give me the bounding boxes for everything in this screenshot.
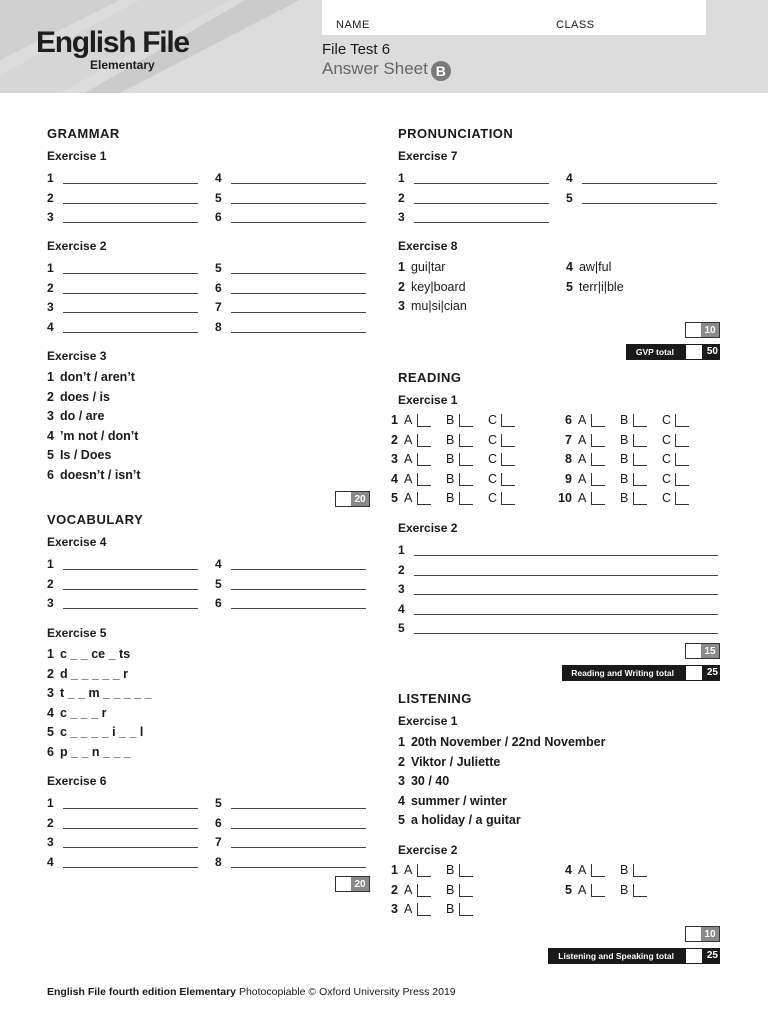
item-number: 5 xyxy=(398,813,405,827)
item-number: 4 xyxy=(47,428,54,443)
answer-line[interactable] xyxy=(231,867,366,868)
item-number: 5 xyxy=(566,279,573,294)
option-text[interactable]: don’t / aren’t xyxy=(59,370,135,384)
option-text[interactable]: gui|tar xyxy=(410,260,446,274)
answer-checkbox[interactable] xyxy=(417,884,431,897)
item-number: 8 xyxy=(215,319,222,334)
answer-checkbox[interactable] xyxy=(675,453,689,466)
option-letter: A xyxy=(578,863,587,877)
option-letter: B xyxy=(620,432,629,447)
answer-line[interactable] xyxy=(231,203,366,204)
answer-checkbox[interactable] xyxy=(459,453,473,466)
option-letter: A xyxy=(578,452,587,466)
listening-speaking-total-box[interactable]: Listening and Speaking total 25 xyxy=(548,948,720,964)
grammar-score-box[interactable]: 20 xyxy=(335,491,370,507)
answer-line[interactable] xyxy=(231,222,366,223)
reading-heading: READING xyxy=(398,370,462,385)
option-text[interactable]: c _ _ _ r xyxy=(59,705,107,720)
option-text[interactable]: summer / winter xyxy=(410,793,507,808)
answer-checkbox[interactable] xyxy=(633,453,647,466)
name-label: NAME xyxy=(336,19,370,31)
item-number: 5 xyxy=(215,190,222,205)
item-number: 3 xyxy=(398,582,405,596)
option-letter: B xyxy=(446,491,455,505)
version-badge: B xyxy=(431,61,451,81)
answer-checkbox[interactable] xyxy=(633,492,647,505)
item-number: 3 xyxy=(47,596,54,610)
item-number: 5 xyxy=(47,448,54,462)
answer-checkbox[interactable] xyxy=(417,453,431,466)
pronunciation-score-box[interactable]: 10 xyxy=(685,322,720,338)
answer-checkbox[interactable] xyxy=(633,884,647,897)
answer-option-item[interactable] xyxy=(47,725,143,739)
item-number: 4 xyxy=(215,171,222,185)
answer-line[interactable] xyxy=(231,569,366,570)
option-letter: B xyxy=(446,863,455,877)
answer-line[interactable] xyxy=(63,589,198,590)
option-letter: B xyxy=(620,471,629,486)
answer-line[interactable] xyxy=(231,183,366,184)
answer-option-item[interactable] xyxy=(398,299,467,313)
item-number: 3 xyxy=(47,835,54,849)
item-number: 2 xyxy=(391,882,398,897)
option-letter: A xyxy=(404,413,413,427)
listening-exercise-2-title: Exercise 2 xyxy=(398,843,458,857)
option-text[interactable]: c _ _ ce _ ts xyxy=(59,647,131,661)
answer-line[interactable] xyxy=(63,867,198,868)
answer-option-item[interactable] xyxy=(398,774,449,788)
item-number: 4 xyxy=(398,793,405,808)
item-number: 6 xyxy=(215,280,222,295)
item-number: 4 xyxy=(47,854,54,869)
grammar-heading: GRAMMAR xyxy=(47,126,120,141)
answer-checkbox[interactable] xyxy=(633,473,647,486)
listening-exercise-1-title: Exercise 1 xyxy=(398,714,458,728)
item-number: 1 xyxy=(47,370,54,384)
gvp-total-box[interactable]: GVP total 50 xyxy=(626,344,720,360)
option-letter: B xyxy=(446,432,455,447)
item-number: 4 xyxy=(398,601,405,616)
answer-checkbox[interactable] xyxy=(459,903,473,916)
answer-line[interactable] xyxy=(63,293,198,294)
logo-subtitle: Elementary xyxy=(90,58,155,72)
answer-line[interactable] xyxy=(231,589,366,590)
item-number: 5 xyxy=(398,621,405,635)
answer-line[interactable] xyxy=(414,614,718,615)
item-number: 3 xyxy=(47,409,54,423)
listening-heading: LISTENING xyxy=(398,691,472,706)
grammar-exercise-3-title: Exercise 3 xyxy=(47,349,107,363)
answer-checkbox[interactable] xyxy=(591,434,605,447)
answer-checkbox[interactable] xyxy=(633,864,647,877)
item-number: 1 xyxy=(391,863,398,877)
item-number: 1 xyxy=(47,557,54,571)
answer-option-item[interactable] xyxy=(47,686,152,700)
answer-line[interactable] xyxy=(63,569,198,570)
answer-line[interactable] xyxy=(63,183,198,184)
answer-checkbox[interactable] xyxy=(633,434,647,447)
item-number: 5 xyxy=(391,491,398,505)
file-test-title: File Test 6 xyxy=(322,41,391,58)
answer-checkbox[interactable] xyxy=(417,414,431,427)
option-letter: A xyxy=(578,413,587,427)
item-number: 4 xyxy=(47,319,54,334)
item-number: 1 xyxy=(47,647,54,661)
class-label: CLASS xyxy=(556,19,595,31)
answer-checkbox[interactable] xyxy=(501,414,515,427)
item-number: 2 xyxy=(47,666,54,681)
answer-option-item[interactable] xyxy=(398,794,507,808)
answer-option-item[interactable] xyxy=(566,280,624,294)
item-number: 5 xyxy=(215,261,222,275)
item-number: 3 xyxy=(391,452,398,466)
pronunciation-heading: PRONUNCIATION xyxy=(398,126,514,141)
item-number: 3 xyxy=(47,686,54,700)
item-number: 3 xyxy=(47,210,54,224)
answer-checkbox[interactable] xyxy=(417,903,431,916)
answer-line[interactable] xyxy=(414,222,549,223)
option-text[interactable]: 30 / 40 xyxy=(410,774,450,788)
vocab-exercise-4-title: Exercise 4 xyxy=(47,535,107,549)
item-number: 5 xyxy=(215,796,222,810)
answer-checkbox[interactable] xyxy=(417,473,431,486)
option-letter: A xyxy=(404,863,413,877)
answer-checkbox[interactable] xyxy=(459,864,473,877)
answer-line[interactable] xyxy=(582,183,717,184)
answer-line[interactable] xyxy=(63,312,198,313)
item-number: 8 xyxy=(565,452,572,466)
option-letter: A xyxy=(404,882,413,897)
reading-exercise-1-title: Exercise 1 xyxy=(398,393,458,407)
answer-checkbox[interactable] xyxy=(417,434,431,447)
answer-line[interactable] xyxy=(231,847,366,848)
answer-line[interactable] xyxy=(582,203,717,204)
option-text[interactable]: d _ _ _ _ _ r xyxy=(59,666,129,681)
item-number: 1 xyxy=(47,171,54,185)
answer-option-item[interactable] xyxy=(47,429,138,443)
option-letter: B xyxy=(446,471,455,486)
option-text[interactable]: Is / Does xyxy=(59,448,112,462)
option-letter: B xyxy=(446,452,455,466)
answer-line[interactable] xyxy=(414,594,718,595)
item-number: 2 xyxy=(398,562,405,577)
answer-checkbox[interactable] xyxy=(675,492,689,505)
option-letter: B xyxy=(446,882,455,897)
answer-option-item[interactable] xyxy=(47,647,130,661)
answer-line[interactable] xyxy=(414,633,718,634)
item-number: 2 xyxy=(47,815,54,830)
option-letter: B xyxy=(620,452,629,466)
answer-checkbox[interactable] xyxy=(501,492,515,505)
item-number: 7 xyxy=(215,300,222,314)
answer-checkbox[interactable] xyxy=(459,473,473,486)
option-letter: C xyxy=(488,432,498,447)
item-number: 1 xyxy=(398,260,405,274)
option-text[interactable]: c _ _ _ _ i _ _ l xyxy=(59,725,144,739)
item-number: 6 xyxy=(565,413,572,427)
option-letter: C xyxy=(662,471,672,486)
item-number: 6 xyxy=(47,467,54,482)
option-text[interactable]: p _ _ n _ _ _ xyxy=(59,744,131,759)
answer-checkbox[interactable] xyxy=(417,864,431,877)
item-number: 4 xyxy=(565,863,572,877)
answer-checkbox[interactable] xyxy=(633,414,647,427)
item-number: 2 xyxy=(398,754,405,769)
option-letter: B xyxy=(446,413,455,427)
answer-option-item[interactable] xyxy=(398,813,521,827)
option-text[interactable]: doesn’t / isn’t xyxy=(59,467,141,482)
answer-checkbox[interactable] xyxy=(591,492,605,505)
answer-checkbox[interactable] xyxy=(501,453,515,466)
item-number: 3 xyxy=(47,300,54,314)
item-number: 8 xyxy=(215,854,222,869)
answer-option-item[interactable] xyxy=(398,280,466,294)
item-number: 5 xyxy=(215,576,222,591)
item-number: 5 xyxy=(566,190,573,205)
item-number: 5 xyxy=(565,882,572,897)
item-number: 3 xyxy=(391,902,398,916)
answer-checkbox[interactable] xyxy=(591,884,605,897)
header-band xyxy=(0,0,768,93)
option-letter: A xyxy=(578,882,587,897)
answer-option-item[interactable] xyxy=(47,468,141,482)
option-letter: C xyxy=(488,413,498,427)
item-number: 1 xyxy=(398,543,405,557)
answer-checkbox[interactable] xyxy=(675,473,689,486)
answer-line[interactable] xyxy=(63,847,198,848)
item-number: 3 xyxy=(398,299,405,313)
option-letter: A xyxy=(404,432,413,447)
name-class-box[interactable] xyxy=(322,0,706,35)
option-letter: A xyxy=(578,432,587,447)
option-text[interactable]: key|board xyxy=(410,279,466,294)
answer-line[interactable] xyxy=(63,608,198,609)
answer-checkbox[interactable] xyxy=(591,414,605,427)
item-number: 1 xyxy=(391,413,398,427)
item-number: 2 xyxy=(47,190,54,205)
option-text[interactable]: ’m not / don’t xyxy=(59,428,139,443)
answer-line[interactable] xyxy=(414,575,718,576)
answer-option-item[interactable] xyxy=(398,755,500,769)
option-letter: B xyxy=(446,902,455,916)
answer-option-item[interactable] xyxy=(566,260,611,274)
vocab-exercise-5-title: Exercise 5 xyxy=(47,626,107,640)
answer-line[interactable] xyxy=(231,808,366,809)
item-number: 7 xyxy=(215,835,222,849)
answer-option-item[interactable] xyxy=(47,390,110,404)
option-letter: C xyxy=(662,491,672,505)
option-letter: A xyxy=(404,452,413,466)
listening-score-box[interactable]: 10 xyxy=(685,926,720,942)
item-number: 2 xyxy=(47,389,54,404)
pron-exercise-7-title: Exercise 7 xyxy=(398,149,458,163)
answer-option-item[interactable] xyxy=(47,706,107,720)
vocab-exercise-6-title: Exercise 6 xyxy=(47,774,107,788)
answer-option-item[interactable] xyxy=(398,735,605,749)
pron-exercise-8-title: Exercise 8 xyxy=(398,239,458,253)
answer-checkbox[interactable] xyxy=(501,473,515,486)
answer-line[interactable] xyxy=(63,203,198,204)
grammar-exercise-2-title: Exercise 2 xyxy=(47,239,107,253)
answer-checkbox[interactable] xyxy=(591,473,605,486)
item-number: 1 xyxy=(47,796,54,810)
option-letter: A xyxy=(578,471,587,486)
answer-sheet-title: Answer Sheet B xyxy=(322,59,451,81)
item-number: 2 xyxy=(47,280,54,295)
option-letter: A xyxy=(404,491,413,505)
option-text[interactable]: does / is xyxy=(59,389,110,404)
option-letter: A xyxy=(578,491,587,505)
item-number: 3 xyxy=(398,774,405,788)
item-number: 1 xyxy=(398,171,405,185)
option-text[interactable]: Viktor / Juliette xyxy=(410,754,501,769)
option-letter: B xyxy=(620,863,629,877)
option-text[interactable]: aw|ful xyxy=(578,260,612,274)
option-letter: C xyxy=(488,471,498,486)
option-letter: C xyxy=(662,432,672,447)
answer-option-item[interactable] xyxy=(47,745,131,759)
option-letter: C xyxy=(488,491,498,505)
answer-checkbox[interactable] xyxy=(459,884,473,897)
option-text[interactable]: 20th November / 22nd November xyxy=(410,735,606,749)
footer-copyright: English File fourth edition Elementary Photocopiable © Oxford University Press 2019 xyxy=(47,986,456,998)
answer-checkbox[interactable] xyxy=(459,434,473,447)
answer-line[interactable] xyxy=(414,183,549,184)
item-number: 3 xyxy=(398,210,405,224)
option-text[interactable]: terr|i|ble xyxy=(578,279,624,294)
answer-checkbox[interactable] xyxy=(501,434,515,447)
option-letter: C xyxy=(662,413,672,427)
item-number: 4 xyxy=(215,557,222,571)
answer-checkbox[interactable] xyxy=(459,492,473,505)
answer-line[interactable] xyxy=(63,273,198,274)
item-number: 10 xyxy=(558,491,572,505)
answer-line[interactable] xyxy=(231,332,366,333)
answer-checkbox[interactable] xyxy=(591,453,605,466)
item-number: 4 xyxy=(47,705,54,720)
vocabulary-heading: VOCABULARY xyxy=(47,512,144,527)
answer-checkbox[interactable] xyxy=(459,414,473,427)
item-number: 6 xyxy=(215,210,222,224)
item-number: 7 xyxy=(565,432,572,447)
item-number: 5 xyxy=(47,725,54,739)
answer-option-item[interactable] xyxy=(47,370,135,384)
item-number: 1 xyxy=(47,261,54,275)
option-letter: C xyxy=(488,452,498,466)
answer-checkbox[interactable] xyxy=(675,434,689,447)
answer-option-item[interactable] xyxy=(47,667,128,681)
logo-title: English File xyxy=(36,26,189,59)
item-number: 6 xyxy=(47,744,54,759)
answer-checkbox[interactable] xyxy=(675,414,689,427)
answer-line[interactable] xyxy=(231,828,366,829)
answer-line[interactable] xyxy=(63,332,198,333)
answer-checkbox[interactable] xyxy=(417,492,431,505)
answer-option-item[interactable] xyxy=(47,448,111,462)
option-letter: C xyxy=(662,452,672,466)
item-number: 6 xyxy=(215,815,222,830)
item-number: 4 xyxy=(566,171,573,185)
answer-line[interactable] xyxy=(231,273,366,274)
option-text[interactable]: a holiday / a guitar xyxy=(410,813,521,827)
answer-line[interactable] xyxy=(231,293,366,294)
reading-score-box[interactable]: 15 xyxy=(685,643,720,659)
item-number: 4 xyxy=(391,471,398,486)
reading-writing-total-box[interactable]: Reading and Writing total 25 xyxy=(562,665,720,681)
option-letter: B xyxy=(620,882,629,897)
item-number: 9 xyxy=(565,471,572,486)
option-letter: B xyxy=(620,413,629,427)
item-number: 2 xyxy=(398,279,405,294)
vocabulary-score-box[interactable]: 20 xyxy=(335,876,370,892)
option-letter: A xyxy=(404,471,413,486)
item-number: 1 xyxy=(398,735,405,749)
item-number: 6 xyxy=(215,596,222,610)
option-letter: A xyxy=(404,902,413,916)
item-number: 2 xyxy=(47,576,54,591)
option-text[interactable]: mu|si|cian xyxy=(410,299,467,313)
answer-line[interactable] xyxy=(63,808,198,809)
answer-checkbox[interactable] xyxy=(591,864,605,877)
item-number: 2 xyxy=(391,432,398,447)
option-text[interactable]: do / are xyxy=(59,409,105,423)
item-number: 2 xyxy=(398,190,405,205)
reading-exercise-2-title: Exercise 2 xyxy=(398,521,458,535)
answer-line[interactable] xyxy=(414,203,549,204)
option-text[interactable]: t _ _ m _ _ _ _ _ xyxy=(59,686,152,700)
grammar-exercise-1-title: Exercise 1 xyxy=(47,149,107,163)
answer-option-item[interactable] xyxy=(398,260,445,274)
answer-line[interactable] xyxy=(231,312,366,313)
item-number: 4 xyxy=(566,260,573,274)
answer-option-item[interactable] xyxy=(47,409,104,423)
answer-line[interactable] xyxy=(231,608,366,609)
answer-line[interactable] xyxy=(63,222,198,223)
option-letter: B xyxy=(620,491,629,505)
answer-line[interactable] xyxy=(63,828,198,829)
answer-line[interactable] xyxy=(414,555,718,556)
